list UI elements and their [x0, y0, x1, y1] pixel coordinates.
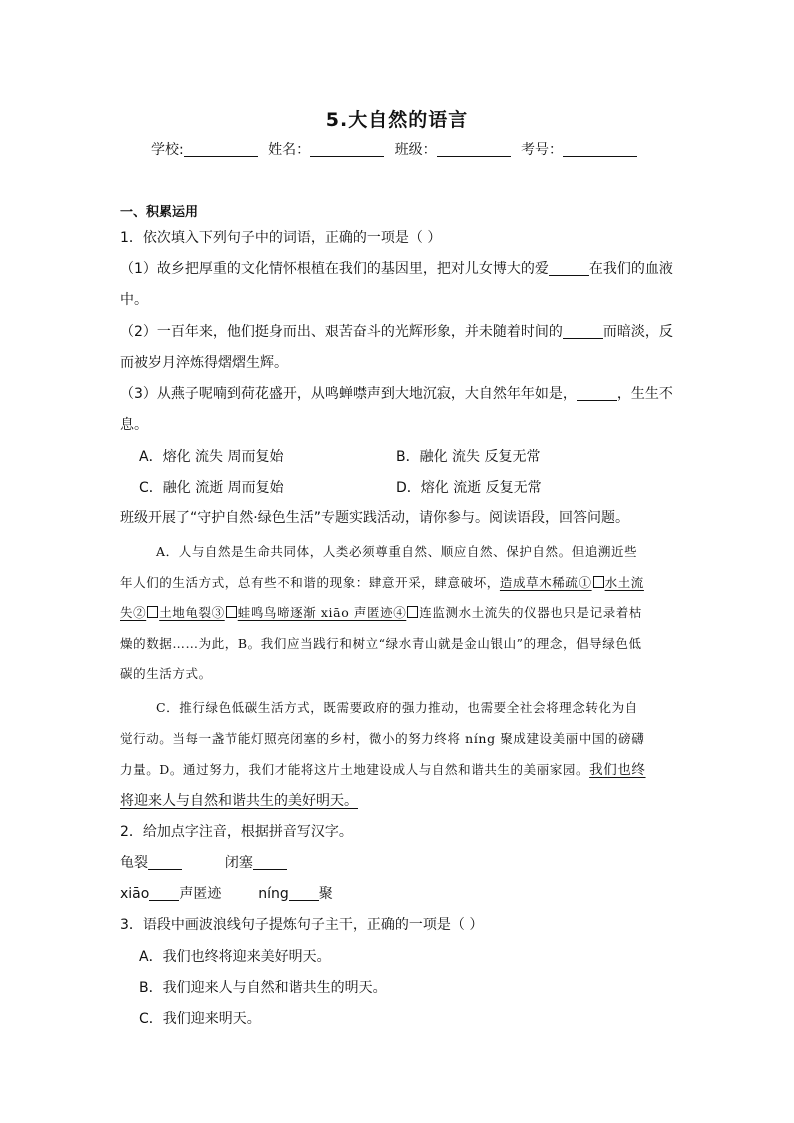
- q2-blank-2[interactable]: [253, 855, 287, 870]
- q3-option-a[interactable]: A．我们也终将迎来美好明天。: [139, 949, 331, 965]
- q1-blank-2[interactable]: [563, 324, 603, 339]
- school-blank[interactable]: [184, 142, 258, 157]
- q2-row-2: xiāo 声匿迹 níng 聚: [120, 886, 333, 902]
- passage-p1-line3: 失② 土地龟裂③ 蛙鸣鸟啼逐渐 xiāo 声匿迹④ 连监测水土流失的仪器也只是记录着枯: [120, 605, 642, 620]
- student-info-row: [0, 139, 794, 159]
- q1-sentence-1-cont: 中。: [120, 292, 148, 308]
- q1-option-c[interactable]: C．融化 流逝 周而复始: [139, 480, 284, 496]
- q3-option-b[interactable]: B．我们迎来人与自然和谐共生的明天。: [139, 980, 387, 996]
- class-blank[interactable]: [437, 142, 511, 157]
- q1-option-b[interactable]: B．融化 流失 反复无常: [396, 449, 541, 465]
- activity-intro: 班级开展了“守护自然·绿色生活”专题实践活动，请你参与。阅读语段，回答问题。: [120, 510, 629, 526]
- punct-box-2[interactable]: [147, 606, 158, 618]
- exam-label: 考号：: [521, 142, 564, 158]
- passage-p2-line1: C．推行绿色低碳生活方式，既需要政府的强力推动，也需要全社会将理念转化为自: [156, 700, 638, 715]
- q1-option-a[interactable]: A．熔化 流失 周而复始: [139, 449, 284, 465]
- exam-blank[interactable]: [563, 142, 637, 157]
- section-heading: 一、积累运用: [120, 205, 199, 220]
- q1-blank-1[interactable]: [549, 261, 589, 276]
- q1-blank-3[interactable]: [577, 386, 617, 401]
- wavy-underlined-sentence: 将迎来人与自然和谐共生的美好明天。: [120, 793, 358, 809]
- q1-sentence-3-cont: 息。: [120, 417, 148, 433]
- school-label: 学校:: [150, 142, 184, 158]
- q3-stem: 3．语段中画波浪线句子提炼句子主干，正确的一项是（ ）: [120, 917, 484, 933]
- punct-box-3[interactable]: [226, 606, 237, 618]
- passage-p2-line3: 力量。D。通过努力，我们才能将这片土地建设成人与自然和谐共生的美丽家园。我们也终: [120, 762, 646, 778]
- q1-option-d[interactable]: D．熔化 流逝 反复无常: [396, 480, 542, 496]
- q2-blank-4[interactable]: [289, 886, 319, 901]
- class-label: 班级：: [394, 142, 437, 158]
- passage-p1-line2: 年人们的生活方式，总有些不和谐的现象：肆意开采，肆意破坏，造成草木稀疏① 水土流: [120, 575, 644, 590]
- q2-stem: 2．给加点字注音，根据拼音写汉字。: [120, 824, 353, 840]
- q2-row-1: 龟裂 闭塞: [120, 853, 680, 873]
- punct-box-4[interactable]: [407, 606, 418, 618]
- passage-p1-line5: 碳的生活方式。: [120, 666, 212, 681]
- passage-p2-line4: [120, 791, 680, 811]
- q3-option-c[interactable]: C．我们迎来明天。: [139, 1011, 261, 1027]
- passage-p1-line1: A．人与自然是生命共同体，人类必须尊重自然、顺应自然、保护自然。但追溯近些: [156, 544, 638, 559]
- q1-sentence-2-cont: 而被岁月淬炼得熠熠生辉。: [120, 355, 288, 371]
- q1-stem: 1．依次填入下列句子中的词语，正确的一项是（ ）: [120, 230, 442, 246]
- passage-p1-line4: 燥的数据……为此，B。我们应当践行和树立“绿水青山就是金山银山”的理念，倡导绿色低: [120, 636, 642, 651]
- q2-blank-1[interactable]: [148, 855, 182, 870]
- page-title: 5.大自然的语言: [325, 109, 469, 131]
- q1-sentence-2: （2）一百年来，他们挺身而出、艰苦奋斗的光辉形象，并未随着时间的 而暗淡，反: [120, 324, 673, 340]
- q1-sentence-3: （3）从燕子呢喃到荷花盛开，从鸣蝉噤声到大地沉寂，大自然年年如是， ，生生不: [120, 386, 673, 402]
- name-blank[interactable]: [310, 142, 384, 157]
- q1-sentence-1: （1）故乡把厚重的文化情怀根植在我们的基因里，把对儿女博大的爱 在我们的血液: [120, 261, 673, 277]
- punct-box-1[interactable]: [593, 576, 604, 588]
- q2-blank-3[interactable]: [149, 886, 179, 901]
- passage-p2-line2: 觉行动。当每一盏节能灯照亮闭塞的乡村，微小的努力终将 níng 聚成建设美丽中国的磅礴: [120, 731, 645, 746]
- name-label: 姓名：: [268, 142, 311, 158]
